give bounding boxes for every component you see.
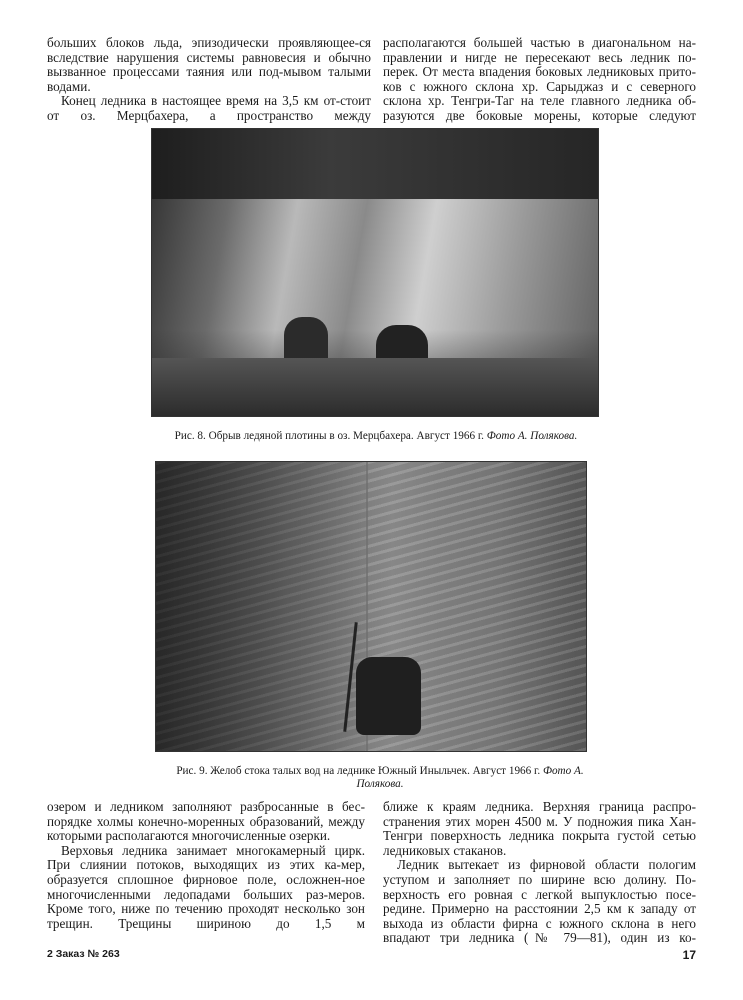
column-bottom-right [383,800,696,946]
paragraph: больших блоков льда, эпизодически проявляющее-ся вследствие нарушения системы равновесия и обычно вызванное процессами таяния или под-мывом талыми водами. [47,35,371,94]
caption-text: Рис. 9. Желоб стока талых вод на леднике Южный Иныльчек. Август 1966 г. [176,765,541,777]
paragraph: Верховья ледника занимает многокамерный цирк. При слиянии потоков, выходящих из этих ка-мер, образуется сплошное фирновое поле, осложнен-ное многочисленными ледопадами больших раз-меров. Кроме того, ниже по течению проходят несколько зон трещин. Трещины шириною до 1,5 м [47,842,365,931]
figure-9-photo [155,461,587,752]
paragraph: озером и ледником заполняют разбросанные в бес-порядке холмы конечно-моренных образований, между которыми располагаются многочисленные озерки. [47,799,365,844]
ice-chute [156,462,368,751]
photo-sky [152,129,598,199]
climbers-silhouette [356,657,421,735]
page-number: 17 [682,948,696,962]
column-top-left [47,36,371,124]
figure-8-caption [136,430,616,443]
caption-credit: Фото А. Полякова. [486,430,578,442]
column-bottom-left [47,800,365,931]
caption-text: Рис. 8. Обрыв ледяной плотины в оз. Мерцбахера. Август 1966 г. [174,430,484,442]
figure-8-photo [151,128,599,417]
caption-credit: Фото А. Полякова. [356,765,584,790]
figure-9-caption [160,765,600,791]
printing-order-number: 2 Заказ № 263 [47,948,120,960]
paragraph: Ледник вытекает из фирновой области пологим уступом и заполняет по ширине всю долину. По-верхность его ровная с легкой выпуклостью посе-редине. Примерно на расстоянии 2,5 км к западу от выхода из области фирна с южного склона в него впадают три ледника (№ 79—81), один из ко- [383,857,696,946]
paragraph: располагаются большей частью в диагональном на-правлении и нигде не пересекают весь ледник по-перек. От места впадения боковых ледниковых прито-ков с южного склона хр. Сарыджаз и с северного склона хр. Тенгри-Таг на теле главного ледника об-разуются две боковые морены, которые следуют [383,35,696,123]
column-top-right [383,36,696,124]
paragraph: ближе к краям ледника. Верхняя граница распро-странения этих морен 4500 м. У подножия пика Хан-Тенгри поверхность ледника покрыта густой сетью ледниковых стаканов. [383,799,696,858]
paragraph: Конец ледника в настоящее время на 3,5 км от-стоит от оз. Мерцбахера, а пространство между [47,93,371,123]
photo-ground [152,358,598,416]
